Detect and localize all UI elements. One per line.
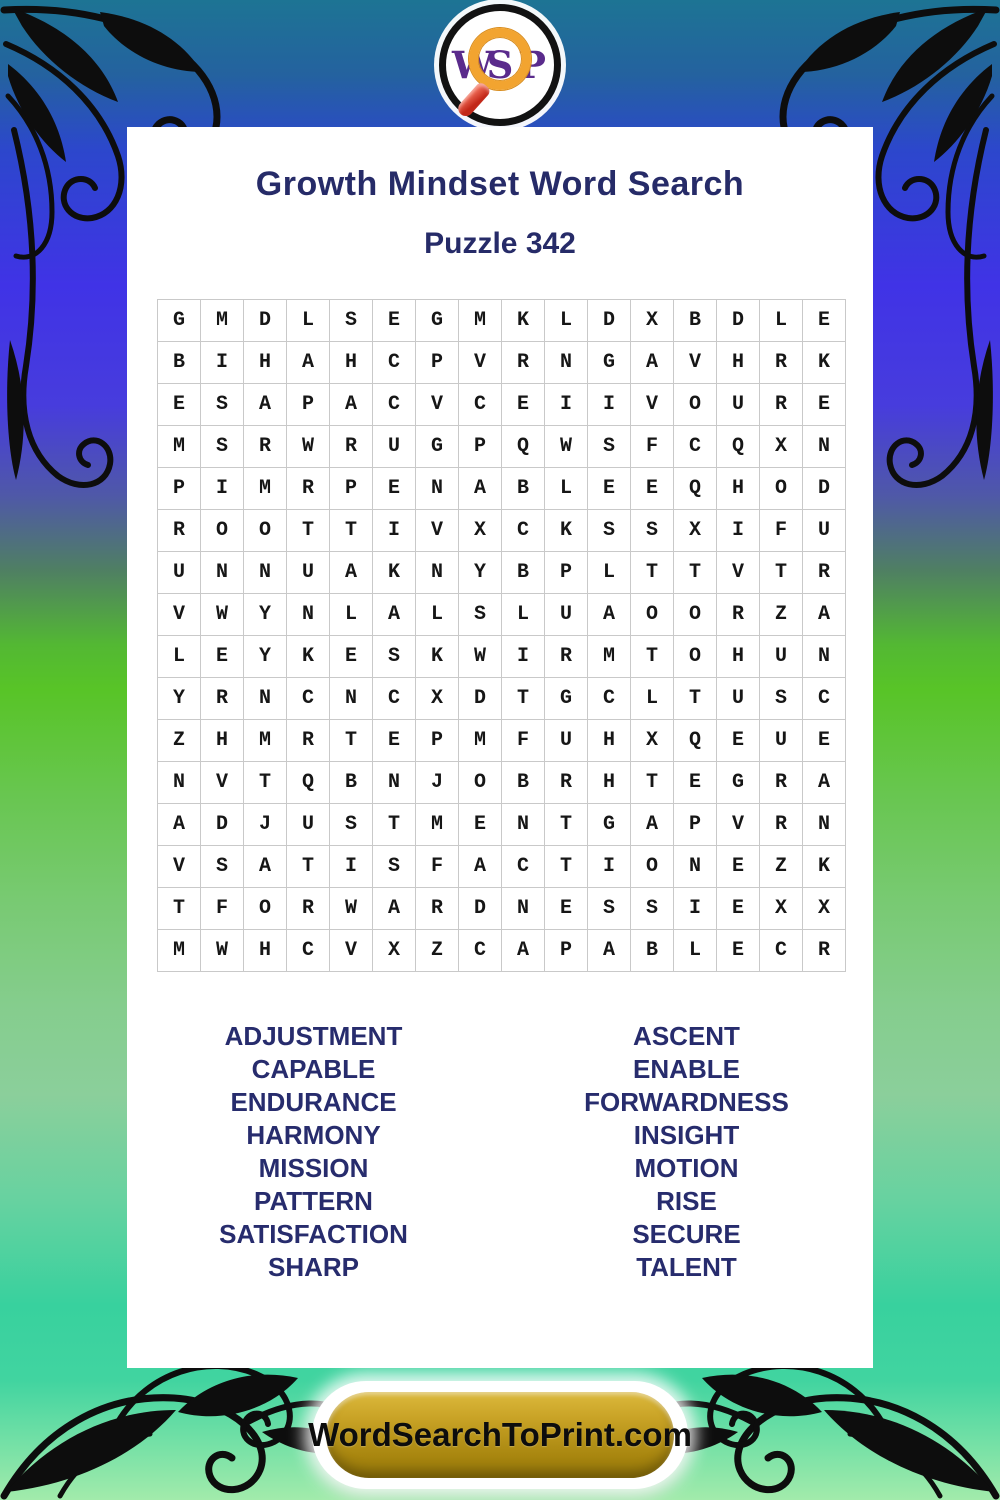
- grid-cell: O: [201, 510, 244, 552]
- grid-cell: B: [330, 762, 373, 804]
- grid-cell: R: [502, 342, 545, 384]
- grid-cell: G: [717, 762, 760, 804]
- grid-cell: C: [287, 678, 330, 720]
- grid-cell: I: [588, 846, 631, 888]
- grid-cell: E: [201, 636, 244, 678]
- grid-cell: S: [588, 888, 631, 930]
- grid-cell: A: [158, 804, 201, 846]
- word-item: MOTION: [634, 1153, 739, 1183]
- grid-cell: I: [545, 384, 588, 426]
- grid-cell: L: [330, 594, 373, 636]
- grid-cell: L: [760, 300, 803, 342]
- grid-cell: M: [244, 468, 287, 510]
- grid-cell: E: [631, 468, 674, 510]
- grid-cell: V: [717, 552, 760, 594]
- grid-cell: D: [244, 300, 287, 342]
- grid-cell: E: [803, 300, 846, 342]
- grid-cell: B: [631, 930, 674, 972]
- grid-cell: V: [330, 930, 373, 972]
- word-item: CAPABLE: [251, 1054, 376, 1084]
- word-item: SATISFACTION: [219, 1219, 408, 1249]
- grid-cell: A: [631, 804, 674, 846]
- grid-cell: X: [803, 888, 846, 930]
- grid-cell: I: [674, 888, 717, 930]
- grid-cell: J: [244, 804, 287, 846]
- grid-cell: N: [330, 678, 373, 720]
- grid-cell: S: [631, 510, 674, 552]
- grid-cell: S: [760, 678, 803, 720]
- word-item: ENDURANCE: [230, 1087, 397, 1117]
- grid-cell: A: [330, 552, 373, 594]
- grid-cell: O: [631, 594, 674, 636]
- grid-cell: O: [674, 594, 717, 636]
- grid-cell: I: [588, 384, 631, 426]
- grid-cell: T: [674, 552, 717, 594]
- grid-cell: C: [373, 342, 416, 384]
- grid-cell: I: [373, 510, 416, 552]
- logo-letter-s: S: [486, 43, 514, 87]
- grid-cell: R: [287, 720, 330, 762]
- grid-cell: A: [373, 594, 416, 636]
- grid-cell: V: [674, 342, 717, 384]
- grid-cell: L: [631, 678, 674, 720]
- grid-cell: G: [588, 804, 631, 846]
- grid-cell: W: [545, 426, 588, 468]
- grid-cell: A: [287, 342, 330, 384]
- grid-cell: E: [717, 720, 760, 762]
- grid-cell: T: [287, 510, 330, 552]
- grid-cell: E: [717, 888, 760, 930]
- grid-cell: M: [201, 300, 244, 342]
- grid-cell: R: [158, 510, 201, 552]
- grid-cell: W: [459, 636, 502, 678]
- word-item: PATTERN: [254, 1186, 373, 1216]
- grid-cell: U: [373, 426, 416, 468]
- grid-cell: M: [588, 636, 631, 678]
- grid-cell: N: [201, 552, 244, 594]
- grid-cell: L: [545, 300, 588, 342]
- grid-cell: S: [459, 594, 502, 636]
- grid-cell: C: [373, 384, 416, 426]
- grid-cell: P: [330, 468, 373, 510]
- grid-cell: X: [631, 720, 674, 762]
- grid-cell: C: [502, 510, 545, 552]
- grid-cell: A: [330, 384, 373, 426]
- grid-cell: N: [502, 804, 545, 846]
- grid-cell: M: [244, 720, 287, 762]
- grid-cell: Y: [158, 678, 201, 720]
- grid-cell: H: [244, 342, 287, 384]
- magnifier-icon: [469, 28, 531, 90]
- grid-cell: F: [760, 510, 803, 552]
- grid-cell: H: [717, 342, 760, 384]
- word-item: SHARP: [267, 1252, 359, 1282]
- grid-cell: U: [545, 720, 588, 762]
- grid-cell: F: [416, 846, 459, 888]
- grid-cell: V: [416, 384, 459, 426]
- grid-cell: R: [201, 678, 244, 720]
- grid-cell: F: [502, 720, 545, 762]
- word-list-right-column: [500, 1020, 873, 1284]
- wsp-logo: [439, 4, 561, 126]
- grid-cell: Y: [459, 552, 502, 594]
- grid-cell: R: [760, 342, 803, 384]
- grid-cell: S: [373, 636, 416, 678]
- grid-cell: X: [416, 678, 459, 720]
- grid-cell: T: [330, 510, 373, 552]
- grid-cell: Z: [158, 720, 201, 762]
- grid-cell: O: [674, 636, 717, 678]
- grid-cell: E: [459, 804, 502, 846]
- footer-button-halo: [308, 1381, 692, 1489]
- grid-cell: A: [244, 384, 287, 426]
- grid-cell: L: [545, 468, 588, 510]
- grid-cell: W: [201, 594, 244, 636]
- grid-cell: N: [287, 594, 330, 636]
- grid-cell: S: [201, 384, 244, 426]
- grid-cell: G: [588, 342, 631, 384]
- grid-cell: W: [287, 426, 330, 468]
- grid-cell: Z: [760, 594, 803, 636]
- grid-cell: B: [502, 552, 545, 594]
- grid-cell: M: [459, 720, 502, 762]
- grid-cell: N: [244, 552, 287, 594]
- grid-cell: K: [502, 300, 545, 342]
- grid-cell: C: [674, 426, 717, 468]
- grid-cell: U: [760, 636, 803, 678]
- grid-cell: R: [416, 888, 459, 930]
- grid-cell: T: [674, 678, 717, 720]
- grid-cell: K: [803, 342, 846, 384]
- grid-cell: A: [803, 762, 846, 804]
- grid-cell: E: [502, 384, 545, 426]
- word-item: FORWARDNESS: [584, 1087, 789, 1117]
- grid-cell: V: [201, 762, 244, 804]
- grid-cell: Q: [502, 426, 545, 468]
- grid-cell: Q: [674, 468, 717, 510]
- grid-cell: L: [158, 636, 201, 678]
- grid-cell: E: [330, 636, 373, 678]
- grid-cell: L: [416, 594, 459, 636]
- grid-cell: Z: [760, 846, 803, 888]
- grid-cell: L: [674, 930, 717, 972]
- grid-cell: C: [459, 384, 502, 426]
- grid-cell: V: [631, 384, 674, 426]
- grid-cell: K: [545, 510, 588, 552]
- grid-cell: S: [201, 846, 244, 888]
- grid-cell: G: [545, 678, 588, 720]
- grid-cell: T: [158, 888, 201, 930]
- grid-cell: T: [287, 846, 330, 888]
- grid-cell: W: [330, 888, 373, 930]
- grid-cell: E: [373, 720, 416, 762]
- grid-cell: S: [330, 804, 373, 846]
- word-grid: [157, 299, 846, 972]
- grid-cell: B: [502, 762, 545, 804]
- grid-cell: X: [459, 510, 502, 552]
- grid-cell: V: [158, 846, 201, 888]
- grid-cell: U: [717, 384, 760, 426]
- word-item: RISE: [656, 1186, 717, 1216]
- grid-cell: T: [545, 846, 588, 888]
- grid-cell: O: [760, 468, 803, 510]
- grid-cell: U: [545, 594, 588, 636]
- grid-cell: N: [158, 762, 201, 804]
- grid-cell: O: [674, 384, 717, 426]
- grid-cell: S: [588, 510, 631, 552]
- grid-cell: R: [287, 888, 330, 930]
- grid-cell: S: [588, 426, 631, 468]
- grid-cell: O: [631, 846, 674, 888]
- grid-cell: N: [373, 762, 416, 804]
- grid-cell: P: [545, 930, 588, 972]
- grid-cell: A: [459, 468, 502, 510]
- grid-cell: R: [760, 384, 803, 426]
- grid-cell: C: [760, 930, 803, 972]
- grid-cell: P: [674, 804, 717, 846]
- grid-cell: Y: [244, 636, 287, 678]
- grid-cell: Y: [244, 594, 287, 636]
- grid-cell: N: [803, 426, 846, 468]
- grid-cell: M: [416, 804, 459, 846]
- grid-cell: D: [459, 888, 502, 930]
- word-item: TALENT: [636, 1252, 737, 1282]
- word-item: HARMONY: [246, 1120, 381, 1150]
- grid-cell: H: [717, 468, 760, 510]
- grid-cell: N: [502, 888, 545, 930]
- grid-cell: D: [201, 804, 244, 846]
- grid-cell: I: [502, 636, 545, 678]
- grid-cell: X: [760, 426, 803, 468]
- grid-cell: W: [201, 930, 244, 972]
- grid-cell: K: [803, 846, 846, 888]
- page-title: Growth Mindset Word Search: [255, 165, 745, 203]
- grid-cell: P: [416, 342, 459, 384]
- grid-cell: R: [760, 762, 803, 804]
- grid-cell: X: [631, 300, 674, 342]
- grid-cell: R: [803, 930, 846, 972]
- grid-cell: V: [459, 342, 502, 384]
- grid-cell: R: [760, 804, 803, 846]
- grid-cell: E: [803, 384, 846, 426]
- grid-cell: H: [201, 720, 244, 762]
- grid-cell: L: [502, 594, 545, 636]
- grid-cell: C: [588, 678, 631, 720]
- grid-cell: I: [201, 342, 244, 384]
- grid-cell: X: [373, 930, 416, 972]
- grid-cell: I: [201, 468, 244, 510]
- grid-cell: T: [760, 552, 803, 594]
- grid-cell: O: [244, 510, 287, 552]
- grid-cell: G: [158, 300, 201, 342]
- grid-cell: P: [416, 720, 459, 762]
- grid-cell: U: [158, 552, 201, 594]
- word-list-left-column: [127, 1020, 500, 1284]
- puzzle-number: Puzzle 342: [424, 227, 576, 260]
- grid-cell: D: [588, 300, 631, 342]
- grid-cell: T: [502, 678, 545, 720]
- grid-cell: V: [717, 804, 760, 846]
- grid-cell: T: [631, 636, 674, 678]
- grid-cell: C: [287, 930, 330, 972]
- grid-cell: V: [158, 594, 201, 636]
- logo-letter-w: W: [452, 43, 494, 87]
- grid-cell: C: [373, 678, 416, 720]
- grid-cell: A: [803, 594, 846, 636]
- grid-cell: O: [459, 762, 502, 804]
- grid-cell: C: [502, 846, 545, 888]
- grid-cell: M: [158, 426, 201, 468]
- grid-cell: E: [717, 846, 760, 888]
- grid-cell: H: [717, 636, 760, 678]
- grid-cell: F: [201, 888, 244, 930]
- grid-cell: T: [545, 804, 588, 846]
- grid-cell: I: [330, 846, 373, 888]
- wordsearchtoprint-button[interactable]: WordSearchToPrint.com: [326, 1392, 674, 1478]
- grid-cell: G: [416, 300, 459, 342]
- grid-cell: N: [674, 846, 717, 888]
- grid-cell: A: [373, 888, 416, 930]
- grid-cell: A: [588, 930, 631, 972]
- grid-cell: A: [244, 846, 287, 888]
- grid-cell: E: [545, 888, 588, 930]
- grid-cell: R: [717, 594, 760, 636]
- grid-cell: Q: [717, 426, 760, 468]
- grid-cell: R: [244, 426, 287, 468]
- grid-cell: P: [158, 468, 201, 510]
- word-item: ADJUSTMENT: [224, 1021, 403, 1051]
- grid-cell: L: [287, 300, 330, 342]
- grid-cell: E: [674, 762, 717, 804]
- grid-cell: K: [373, 552, 416, 594]
- grid-cell: T: [631, 552, 674, 594]
- grid-cell: N: [416, 468, 459, 510]
- grid-cell: A: [631, 342, 674, 384]
- grid-cell: A: [502, 930, 545, 972]
- grid-cell: N: [803, 636, 846, 678]
- grid-cell: S: [201, 426, 244, 468]
- puzzle-card: [127, 127, 873, 1368]
- grid-cell: S: [330, 300, 373, 342]
- grid-cell: E: [803, 720, 846, 762]
- grid-cell: K: [287, 636, 330, 678]
- grid-cell: T: [244, 762, 287, 804]
- grid-cell: E: [588, 468, 631, 510]
- logo-letter-p: P: [518, 43, 546, 87]
- grid-cell: J: [416, 762, 459, 804]
- grid-cell: P: [287, 384, 330, 426]
- grid-cell: T: [373, 804, 416, 846]
- grid-cell: Q: [674, 720, 717, 762]
- grid-cell: X: [674, 510, 717, 552]
- grid-cell: M: [158, 930, 201, 972]
- word-item: INSIGHT: [633, 1120, 740, 1150]
- grid-cell: R: [330, 426, 373, 468]
- grid-cell: B: [502, 468, 545, 510]
- grid-cell: P: [459, 426, 502, 468]
- word-list: [127, 1020, 873, 1284]
- word-item: ASCENT: [633, 1021, 740, 1051]
- grid-cell: O: [244, 888, 287, 930]
- grid-cell: H: [588, 720, 631, 762]
- grid-cell: H: [588, 762, 631, 804]
- grid-cell: D: [717, 300, 760, 342]
- grid-cell: A: [588, 594, 631, 636]
- word-item: SECURE: [632, 1219, 741, 1249]
- grid-cell: X: [760, 888, 803, 930]
- grid-cell: P: [545, 552, 588, 594]
- grid-cell: U: [760, 720, 803, 762]
- grid-cell: R: [287, 468, 330, 510]
- word-item: MISSION: [258, 1153, 369, 1183]
- grid-cell: S: [631, 888, 674, 930]
- grid-cell: N: [803, 804, 846, 846]
- grid-cell: U: [287, 804, 330, 846]
- grid-cell: U: [803, 510, 846, 552]
- grid-cell: S: [373, 846, 416, 888]
- grid-cell: R: [545, 636, 588, 678]
- grid-cell: E: [373, 300, 416, 342]
- grid-cell: K: [416, 636, 459, 678]
- grid-cell: R: [803, 552, 846, 594]
- grid-cell: I: [717, 510, 760, 552]
- grid-cell: H: [244, 930, 287, 972]
- grid-cell: Z: [416, 930, 459, 972]
- grid-cell: M: [459, 300, 502, 342]
- grid-cell: D: [803, 468, 846, 510]
- grid-cell: Q: [287, 762, 330, 804]
- grid-cell: H: [330, 342, 373, 384]
- grid-cell: E: [373, 468, 416, 510]
- grid-cell: E: [717, 930, 760, 972]
- grid-cell: B: [674, 300, 717, 342]
- grid-cell: V: [416, 510, 459, 552]
- word-item: ENABLE: [633, 1054, 740, 1084]
- grid-cell: U: [287, 552, 330, 594]
- grid-cell: N: [416, 552, 459, 594]
- grid-cell: R: [545, 762, 588, 804]
- grid-cell: C: [459, 930, 502, 972]
- grid-cell: E: [158, 384, 201, 426]
- grid-cell: T: [631, 762, 674, 804]
- grid-cell: A: [459, 846, 502, 888]
- grid-cell: F: [631, 426, 674, 468]
- grid-cell: T: [330, 720, 373, 762]
- grid-cell: C: [803, 678, 846, 720]
- grid-cell: L: [588, 552, 631, 594]
- grid-cell: U: [717, 678, 760, 720]
- grid-cell: N: [244, 678, 287, 720]
- grid-cell: B: [158, 342, 201, 384]
- grid-cell: G: [416, 426, 459, 468]
- grid-cell: D: [459, 678, 502, 720]
- grid-cell: N: [545, 342, 588, 384]
